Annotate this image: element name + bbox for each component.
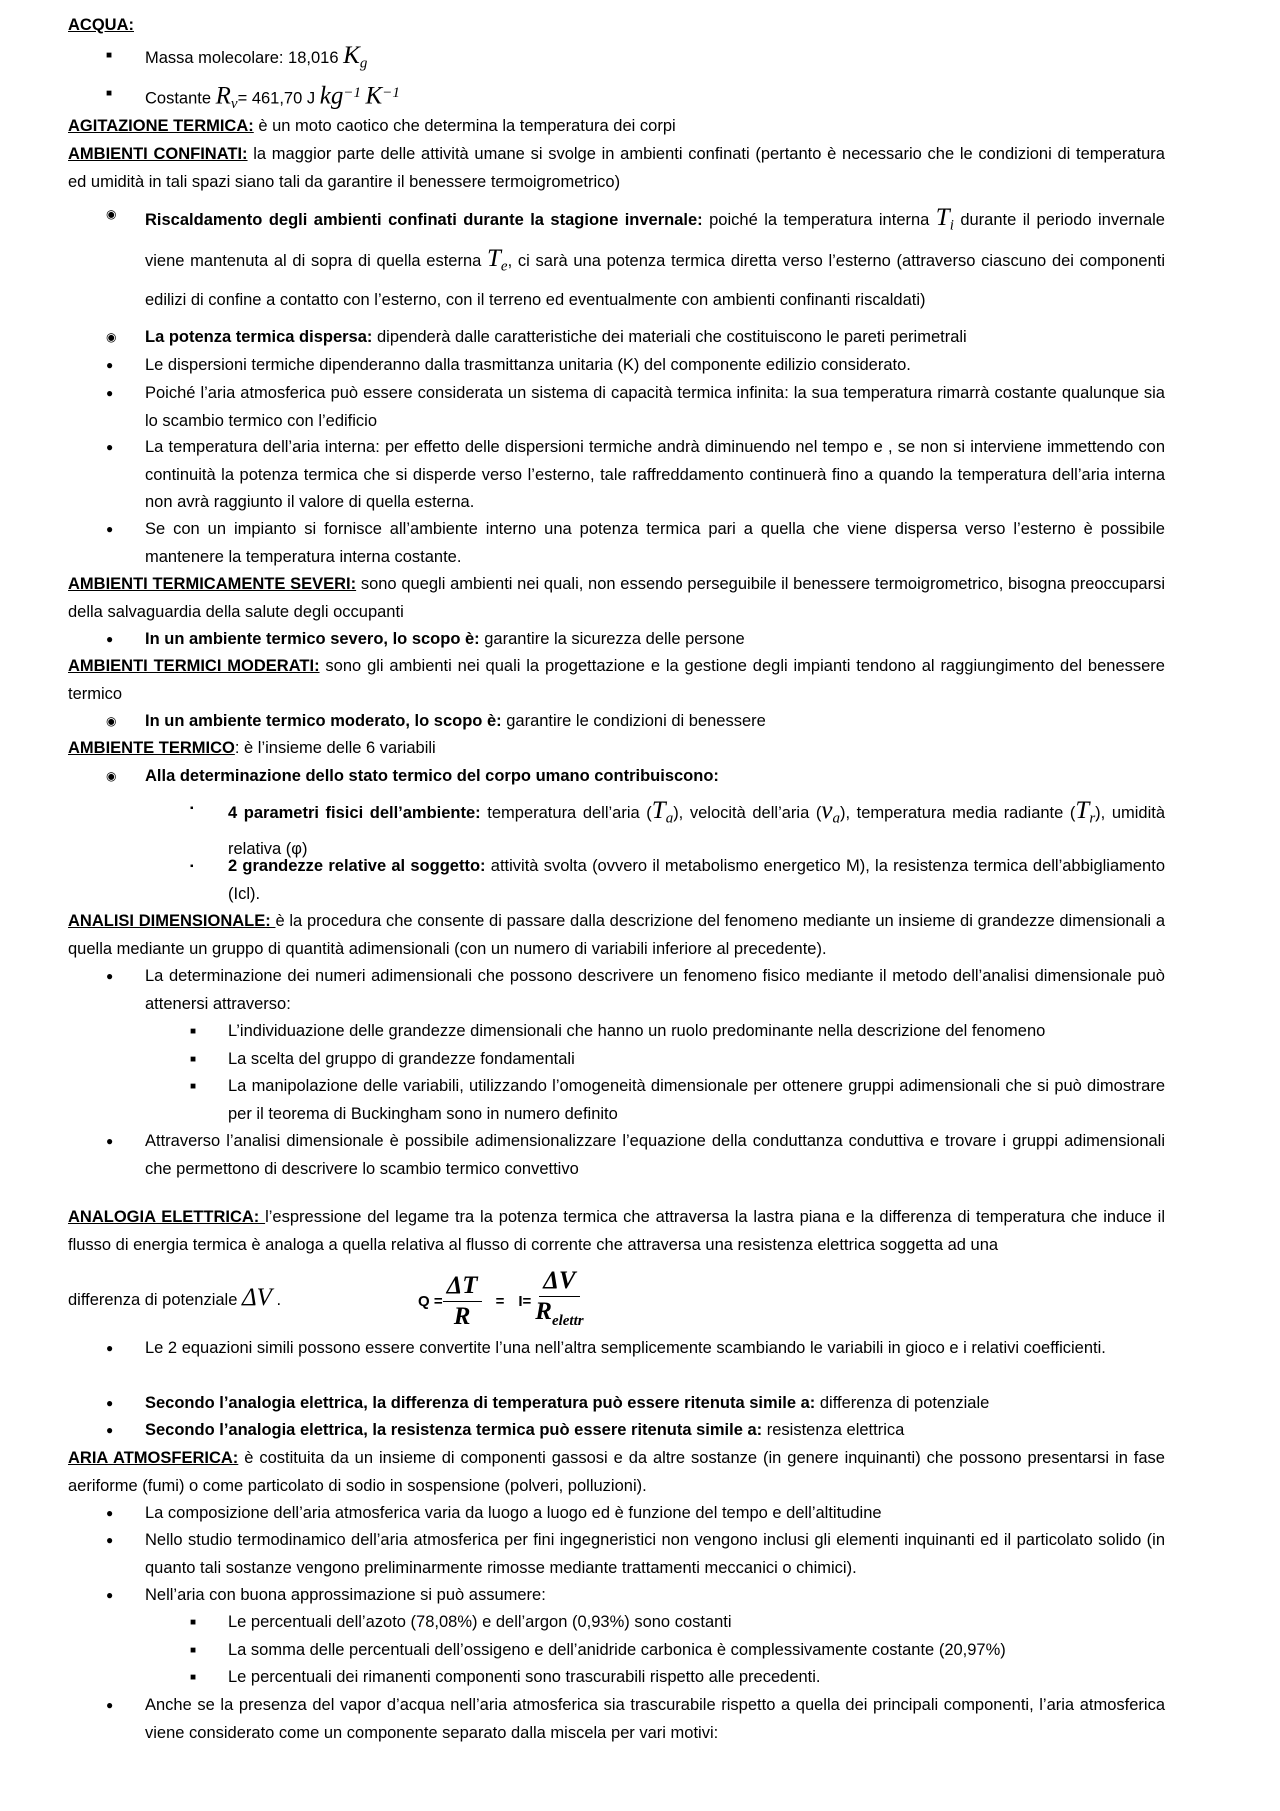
bullet-dot: ●	[106, 386, 114, 400]
bullet-dot: ●	[106, 1698, 114, 1712]
confinati-aria-item: Poiché l’aria atmosferica può essere considerata un sistema di capacità termica infinita: la sua temperatura rimarrà costante qualunque sia lo scambio termico con l’edificio	[145, 384, 1165, 430]
confinati-potenza-item: La potenza termica dispersa: dipenderà dalle caratteristiche dei materiali che costituiscono le pareti perimetrali	[145, 328, 967, 346]
bullet-dot: ●	[106, 1533, 114, 1547]
severi-paragraph: AMBIENTI TERMICAMENTE SEVERI: sono quegli ambienti nei quali, non essendo perseguibile il benessere termoigrometrico, bisogna preoccuparsi della salvaguardia della salute degli occupanti	[68, 575, 1165, 621]
analisi-individuazione-item: L’individuazione delle grandezze dimensionali che hanno un ruolo predominante nella descrizione del fenomeno	[228, 1022, 1046, 1040]
bullet-square: ■	[190, 1026, 197, 1037]
analogia-formula-line: differenza di potenziale ΔV .	[68, 1284, 282, 1311]
acqua-costante-item: Costante $R_v= 461,70$ J $kg^{-1}$ $K^{-1}$	[145, 82, 400, 112]
confinati-dispersioni-item: Le dispersioni termiche dipenderanno dalla trasmittanza unitaria (K) del componente edilizio considerato.	[145, 356, 911, 374]
bullet-target: ◉	[106, 330, 117, 344]
analogia-equation: Q = $\frac{\Delta T}{R}$ = I= $\frac{\Delta V}{R_{elettr}}$	[418, 1266, 588, 1336]
analisi-paragraph: ANALISI DIMENSIONALE: è la procedura che consente di passare dalla descrizione del fenomeno mediante un insieme di grandezze dimensionali a quella mediante un gruppo di quantità adimensionali (con un numero di variabili inferiore al precedente).	[68, 912, 1166, 958]
bullet-square: ■	[190, 1081, 197, 1092]
bullet-square: ■	[106, 88, 113, 99]
acqua-heading	[68, 12, 1165, 40]
fraction-i: $\frac{\Delta V}{R_{elettr}}$	[535, 1267, 584, 1329]
aria-azoto-item: Le percentuali dell’azoto (78,08%) e dell’argon (0,93%) sono costanti	[228, 1613, 732, 1631]
bullet-dot: ●	[106, 1134, 114, 1148]
aria-rimanenti-item: Le percentuali dei rimanenti componenti sono trascurabili rispetto alle precedenti.	[228, 1668, 821, 1686]
bullet-dot: ●	[106, 1423, 114, 1437]
analisi-determinazione-item: La determinazione dei numeri adimensionali che possono descrivere un fenomeno fisico mediante il metodo dell’analisi dimensionale può attenersi attraverso:	[145, 967, 1165, 1013]
confinati-paragraph: AMBIENTI CONFINATI: la maggior parte delle attività umane si svolge in ambienti confinati (pertanto è necessario che le condizioni di temperatura ed umidità in tali spazi siano tali da garantire il benessere termoigrometrico)	[68, 145, 1165, 191]
termico-parametri-item: 4 parametri fisici dell’ambiente: temperatura dell’aria $(T_a)$, velocità dell’aria $(v_a)$, temperatura media radiante $(T_r)$, umidità relativa (φ)	[228, 797, 1166, 859]
aria-approssimazione-item: Nell’aria con buona approssimazione si può assumere:	[145, 1586, 546, 1604]
bullet-target: ◉	[106, 207, 117, 221]
analisi-scelta-item: La scelta del gruppo di grandezze fondamentali	[228, 1050, 575, 1068]
bullet-dot: ●	[106, 522, 114, 536]
analisi-manipolazione-item: La manipolazione delle variabili, utilizzando l’omogeneità dimensionale per ottenere gruppi adimensionali che si può dimostrare per il teorema di Buckingham sono in numero definito	[228, 1077, 1165, 1123]
bullet-dot: ●	[106, 1396, 114, 1410]
aria-ossigeno-item: La somma delle percentuali dell’ossigeno e dell’anidride carbonica è complessivamente costante (20,97%)	[228, 1641, 1006, 1659]
bullet-small-square: ▪	[190, 861, 194, 872]
fraction-q: $\frac{\Delta T}{R}$	[443, 1271, 482, 1332]
bullet-small-square: ▪	[190, 803, 194, 814]
acqua-massa-item: Massa molecolare: 18,016 $K_g$	[145, 42, 368, 72]
confinati-impianto-item: Se con un impianto si fornisce all’ambiente interno una potenza termica pari a quella che viene dispersa verso l’esterno è possibile mantenere la temperatura interna costante.	[145, 520, 1165, 566]
aria-studio-item: Nello studio termodinamico dell’aria atmosferica per fini ingegneristici non vengono inclusi gli elementi inquinanti ed il particolato solido (in quanto tali sostanze vengono preliminarmente rimosse mediante trattamenti meccanici o chimici).	[145, 1531, 1165, 1577]
bullet-square: ■	[106, 50, 113, 61]
bullet-square: ■	[190, 1672, 197, 1683]
aria-paragraph: ARIA ATMOSFERICA: è costituita da un insieme di componenti gassosi e da altre sostanze (in genere inquinanti) che possono presentarsi in fase aeriforme (fumi) o come particolato di sodio in sospensione (polveri, polluzioni).	[68, 1449, 1165, 1495]
term-acqua: ACQUA:	[68, 16, 134, 34]
aria-vapore-item: Anche se la presenza del vapor d’acqua nell’aria atmosferica sia trascurabile rispetto a quella dei principali componenti, l’aria atmosferica viene considerato come un componente separato dalla miscela per vari motivi:	[145, 1696, 1165, 1742]
bullet-dot: ●	[106, 969, 114, 983]
analogia-equazioni-item: Le 2 equazioni simili possono essere convertite l’una nell’altra semplicemente scambiando le variabili in gioco e i relativi coefficienti.	[145, 1339, 1106, 1357]
bullet-target: ◉	[106, 714, 117, 728]
termico-paragraph: AMBIENTE TERMICO: è l’insieme delle 6 variabili	[68, 739, 436, 757]
confinati-riscaldamento-item: Riscaldamento degli ambienti confinati durante la stagione invernale: poiché la temperatura interna $T_i$ durante il periodo invernale viene mantenuta al di sopra di quella esterna $T_e$, ci sarà una potenza termica diretta verso l’esterno (attraverso ciascuno dei componenti edilizi di confine a contatto con l’esterno, con il terreno ed eventualmente con ambienti confinanti riscaldati)	[145, 204, 1165, 309]
bullet-dot: ●	[106, 632, 114, 646]
agitazione-paragraph: AGITAZIONE TERMICA: è un moto caotico che determina la temperatura dei corpi	[68, 117, 676, 135]
bullet-dot: ●	[106, 1341, 114, 1355]
bullet-dot: ●	[106, 440, 114, 454]
bullet-dot: ●	[106, 1588, 114, 1602]
analogia-paragraph: ANALOGIA ELETTRICA: l’espressione del legame tra la potenza termica che attraversa la lastra piana e la differenza di temperatura che induce il flusso di energia termica è analoga a quella relativa al flusso di corrente che attraversa una resistenza elettrica soggetta ad una	[68, 1208, 1166, 1254]
bullet-square: ■	[190, 1054, 197, 1065]
moderati-scopo-item: In un ambiente termico moderato, lo scopo è: garantire le condizioni di benessere	[145, 712, 766, 730]
bullet-square: ■	[190, 1617, 197, 1628]
confinati-temperatura-item: La temperatura dell’aria interna: per effetto delle dispersioni termiche andrà diminuendo nel tempo e , se non si interviene immettendo con continuità la potenza termica che si disperde verso l’esterno, tale raffreddamento continuerà fino a quando la temperatura dell’aria interna non avrà raggiunto il valore di quella esterna.	[145, 438, 1165, 511]
analogia-resistenza-item: Secondo l’analogia elettrica, la resistenza termica può essere ritenuta simile a: resistenza elettrica	[145, 1421, 905, 1439]
termico-contribuiscono-item: Alla determinazione dello stato termico del corpo umano contribuiscono:	[145, 767, 719, 785]
analisi-adimensionalizzare-item: Attraverso l’analisi dimensionale è possibile adimensionalizzare l’equazione della conduttanza conduttiva e trovare i gruppi adimensionali che permettono di descrivere lo scambio termico convettivo	[145, 1132, 1165, 1178]
termico-soggetto-item: 2 grandezze relative al soggetto: attività svolta (ovvero il metabolismo energetico M), la resistenza termica dell’abbigliamento (Icl).	[228, 857, 1165, 903]
bullet-square: ■	[190, 1645, 197, 1656]
severi-scopo-item: In un ambiente termico severo, lo scopo è: garantire la sicurezza delle persone	[145, 630, 745, 648]
bullet-target: ◉	[106, 769, 117, 783]
bullet-dot: ●	[106, 1506, 114, 1520]
aria-composizione-item: La composizione dell’aria atmosferica varia da luogo a luogo ed è funzione del tempo e dell’altitudine	[145, 1504, 882, 1522]
moderati-paragraph: AMBIENTI TERMICI MODERATI: sono gli ambienti nei quali la progettazione e la gestione degli impianti tendono al raggiungimento del benessere termico	[68, 657, 1165, 703]
bullet-dot: ●	[106, 358, 114, 372]
analogia-differenza-item: Secondo l’analogia elettrica, la differenza di temperatura può essere ritenuta simile a: differenza di potenziale	[145, 1394, 990, 1412]
